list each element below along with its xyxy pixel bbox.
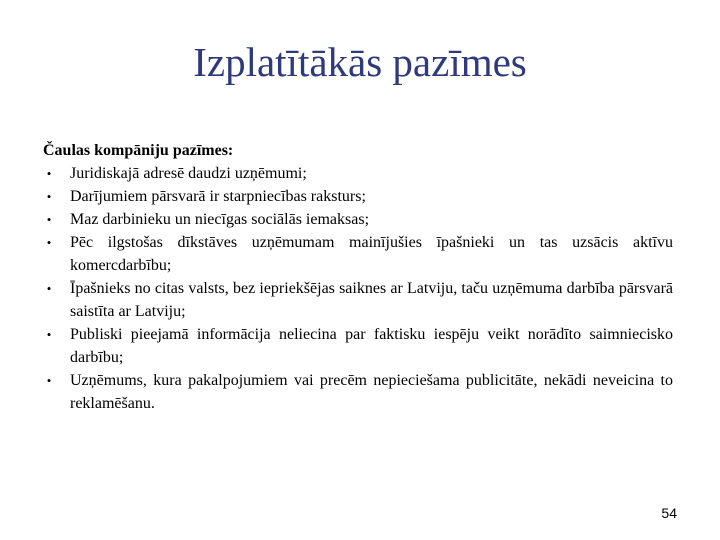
- list-item: [43, 369, 673, 415]
- list-item-text: Maz darbinieku un niecīgas sociālās iemaksas;: [70, 211, 370, 228]
- bullet-list: [43, 162, 673, 415]
- list-item-text: Juridiskajā adresē daudzi uzņēmumi;: [70, 165, 307, 182]
- bullet-icon: •: [46, 235, 52, 250]
- list-item: [43, 323, 673, 369]
- list-item: [43, 162, 673, 185]
- bullet-icon: •: [46, 281, 52, 296]
- list-heading: Čaulas kompāniju pazīmes:: [43, 142, 234, 159]
- list-item-text: Pēc ilgstošas dīkstāves uzņēmumam mainījušies īpašnieki un tas uzsācis aktīvu komercdarbību;: [70, 234, 673, 274]
- list-item: [43, 231, 673, 277]
- bullet-icon: •: [46, 327, 52, 342]
- slide-content: [43, 139, 673, 415]
- list-item: [43, 208, 673, 231]
- list-item: [43, 277, 673, 323]
- list-item-text: Uzņēmums, kura pakalpojumiem vai precēm nepieciešama publicitāte, nekādi neveicina to reklamēšanu.: [70, 372, 673, 412]
- list-item-text: Darījumiem pārsvarā ir starpniecības raksturs;: [70, 188, 366, 205]
- list-item-text: Īpašnieks no citas valsts, bez iepriekšējas saiknes ar Latviju, taču uzņēmuma darbība pārsvarā saistīta ar Latviju;: [70, 280, 673, 320]
- list-item: [43, 185, 673, 208]
- bullet-icon: •: [46, 166, 52, 181]
- list-item-text: Publiski pieejamā informācija neliecina par faktisku iespēju veikt norādīto saimniecisko darbību;: [70, 326, 673, 366]
- bullet-icon: •: [46, 373, 52, 388]
- bullet-icon: •: [46, 189, 52, 204]
- slide-title: Izplatītākās pazīmes: [193, 39, 527, 85]
- bullet-icon: •: [46, 212, 52, 227]
- page-number: 54: [661, 505, 677, 521]
